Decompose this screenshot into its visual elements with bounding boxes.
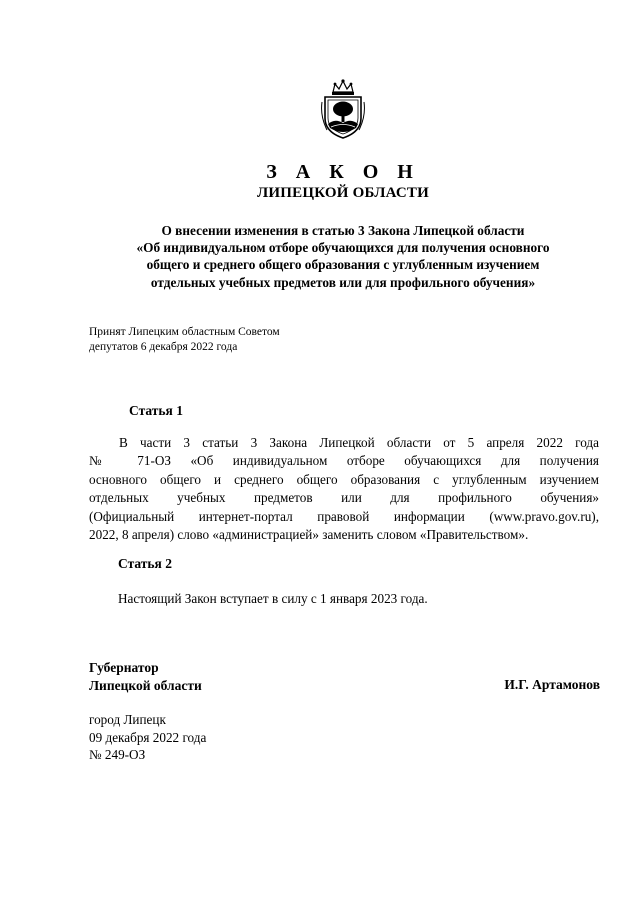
issue-date: 09 декабря 2022 года — [89, 729, 207, 745]
adoption-line: Принят Липецким областным Советом — [89, 326, 280, 338]
law-name-line: «Об индивидуальном отборе обучающихся для получения основного — [136, 240, 550, 256]
region-title: ЛИПЕЦКОЙ ОБЛАСТИ — [257, 185, 429, 201]
law-name — [88, 222, 598, 291]
law-name-line: О внесении изменения в статью 3 Закона Липецкой области — [161, 223, 525, 238]
article-2-heading: Статья 2 — [118, 556, 172, 571]
article-1-line: № 71-ОЗ «Об индивидуальном отборе обучающихся для получения — [89, 453, 599, 469]
article-1-line: отдельных учебных предметов или для профильного обучения» — [89, 490, 599, 506]
article-1-line: основного общего и среднего общего образования с углубленным изучением — [89, 471, 599, 487]
law-name-line: общего и среднего общего образования с углубленным изучением — [146, 257, 540, 273]
issue-city: город Липецк — [89, 712, 166, 727]
adoption-note — [89, 325, 280, 355]
article-1-line: В части 3 статьи 3 Закона Липецкой области от 5 апреля 2022 года — [119, 435, 599, 450]
signatory-name: И.Г. Артамонов — [504, 677, 600, 692]
article-1-text — [89, 434, 599, 544]
signatory-position — [89, 659, 202, 695]
signatory-position-line: Губернатор — [89, 660, 159, 675]
issue-details — [89, 711, 206, 764]
law-name-line: отдельных учебных предметов или для профильного обучения» — [150, 274, 536, 290]
coat-of-arms-icon — [319, 78, 367, 140]
article-1-line: (Официальный интернет-портал правовой информации (www.pravo.gov.ru), — [89, 508, 599, 524]
adoption-line: депутатов 6 декабря 2022 года — [89, 341, 238, 353]
law-number: № 249-ОЗ — [89, 747, 146, 762]
article-2-text: Настоящий Закон вступает в силу с 1 января 2023 года. — [118, 591, 428, 606]
signatory-position-line: Липецкой области — [89, 678, 202, 693]
article-1-heading: Статья 1 — [129, 403, 183, 418]
article-1-line: 2022, 8 апреля) слово «администрацией» заменить словом «Правительством». — [89, 526, 529, 542]
document-type-title: З А К О Н — [266, 161, 420, 183]
